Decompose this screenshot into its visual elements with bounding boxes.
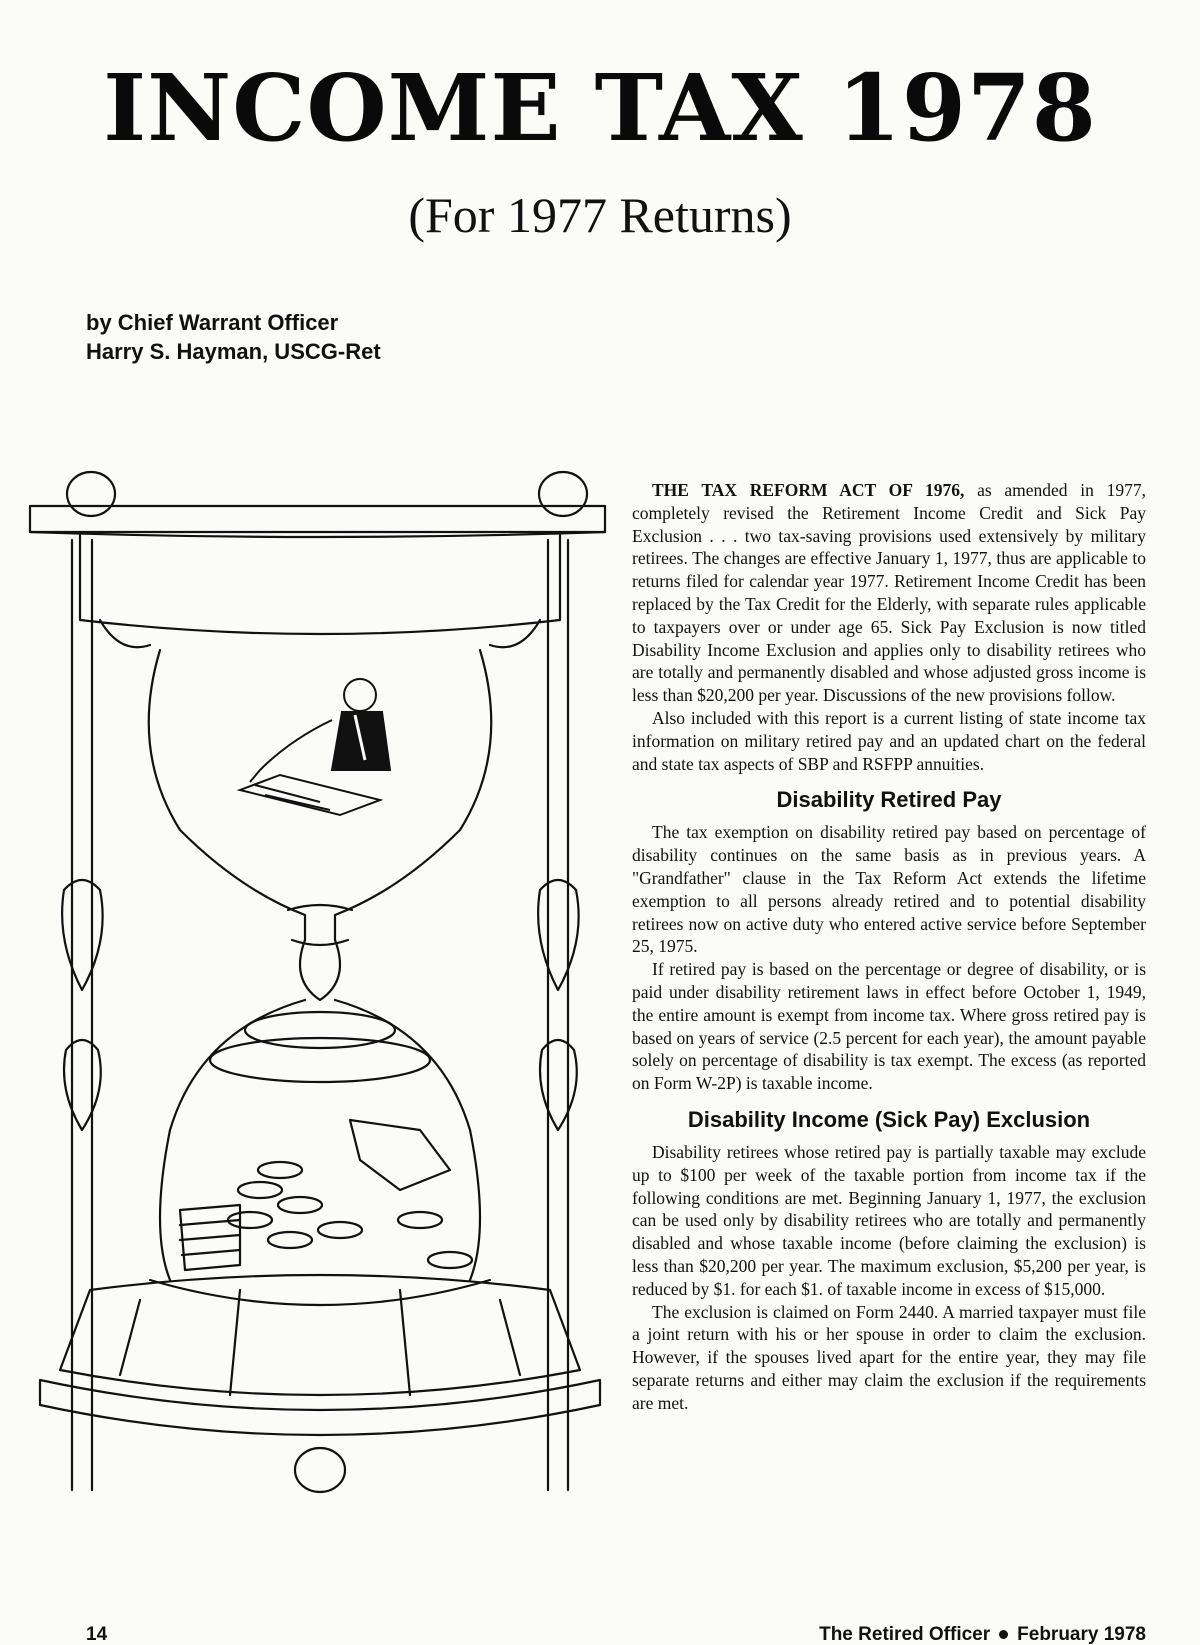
byline-line-2: Harry S. Hayman, USCG-Ret [86, 339, 381, 364]
publication-date: February 1978 [1017, 1624, 1146, 1645]
section1-paragraph-2: If retired pay is based on the percentage or degree of disability, or is paid under disability retirement laws in effect before October 1, 1949, the entire amount is exempt from income tax. Where gross retired pay is based on years of service (2.5 percent for each year), the amount payable solely on percentage of disability is tax exempt. The excess (as reported on Form W-2P) is taxable income. [632, 959, 1146, 1094]
section1-paragraph-1: The tax exemption on disability retired pay based on percentage of disability continues on the same basis as in previous years. A "Grandfather" clause in the Tax Reform Act extends the lifetime exemption to all persons already retired and to potential disability retirees now on active duty who entered active service before September 25, 1975. [632, 822, 1146, 957]
byline-line-1: by Chief Warrant Officer [86, 310, 339, 335]
section2-paragraph-1: Disability retirees whose retired pay is partially taxable may exclude up to $100 per week of the taxable portion from income tax if the following conditions are met. Beginning January 1, 1977, the exclusion can be used only by disability retirees who are totally and permanently disabled and whose taxable income (before claiming the exclusion) is less than $20,200 per year. The maximum exclusion, $5,200 per year, is reduced by $1. for each $1. of taxable income in excess of $15,000. [632, 1141, 1146, 1299]
section2-paragraph-2: The exclusion is claimed on Form 2440. A married taxpayer must file a joint return with his or her spouse in order to claim the exclusion. However, if the spouses lived apart for the entire year, they may file separate returns and either may claim the exclusion if the requirements are met. [632, 1301, 1146, 1413]
section-heading-sick-pay-exclusion: Disability Income (Sick Pay) Exclusion [687, 1106, 1091, 1132]
article-subtitle: (For 1977 Returns) [408, 187, 792, 243]
intro-lead: THE TAX REFORM ACT OF 1976, [652, 480, 965, 500]
hourglass-illustration-icon [20, 470, 620, 1590]
byline [86, 308, 381, 366]
intro-text: as amended in 1977, completely revised the Retirement Income Credit and Sick Pay Exclusion . . . two tax-saving provisions used extensively by military retirees. The changes are effective January 1, 1977, thus are applicable to returns filed for calendar year 1977. Retirement Income Credit has been replaced by the Tax Credit for the Elderly, with separate rules applicable to taxpayers over or under age 65. Sick Pay Exclusion is now titled Disability Income Exclusion and applies only to disability retirees who are totally and permanently disabled and whose adjusted gross income is less than $20,200 per year. Discussions of the new provisions follow. [632, 480, 1146, 706]
article-title: INCOME TAX 1978 [103, 54, 1097, 162]
page-number: 14 [86, 1624, 108, 1645]
publication-footer [819, 1625, 1146, 1644]
article-body [632, 479, 1146, 1414]
intro-paragraph-2: Also included with this report is a current listing of state income tax information on military retired pay and an updated chart on the federal and state tax aspects of SBP and RSFPP annuities. [632, 707, 1146, 774]
section-heading-disability-retired-pay: Disability Retired Pay [776, 787, 1002, 813]
bullet-icon [999, 1630, 1008, 1639]
intro-paragraph [632, 479, 1146, 707]
publication-name: The Retired Officer [819, 1624, 991, 1645]
